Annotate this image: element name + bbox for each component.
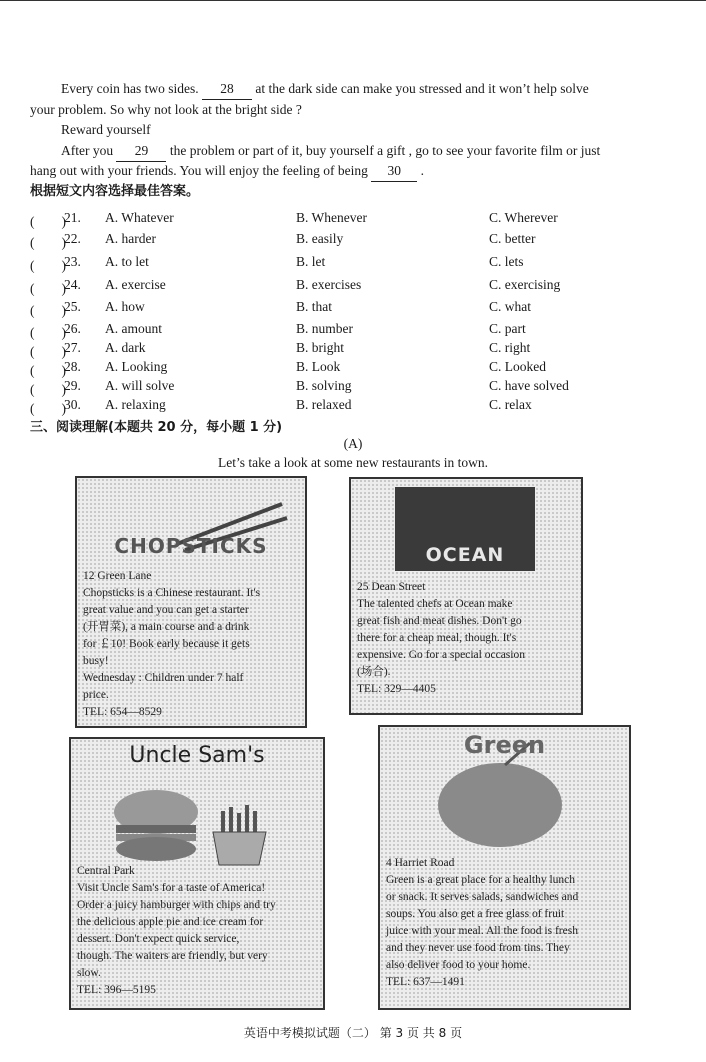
option-b[interactable]: B. Whenever [296,210,367,225]
passage-line-5: hang out with your friends. You will enjoy the feeling of being 30 . [30,161,680,182]
option-c[interactable]: C. have solved [489,378,569,393]
option-a[interactable]: A. amount [105,321,162,336]
question-item: ( ) 30. A. relaxing B. relaxed C. relax [30,397,532,416]
green-logo: Green [463,731,546,759]
option-a[interactable]: A. dark [105,340,146,355]
uncle-sams-logo: Uncle Sam's [129,743,265,768]
option-c[interactable]: C. what [489,299,531,314]
blank-30[interactable]: 30 [371,161,417,182]
blank-29[interactable]: 29 [116,141,166,162]
option-a[interactable]: A. Looking [105,359,168,374]
section-heading-reading: 三、阅读理解(本题共 20 分，每小题 1 分) [30,420,283,435]
blank-28[interactable]: 28 [202,79,252,100]
question-item: ( ) 22. A. harder B. easily C. better [30,231,536,250]
option-c[interactable]: C. better [489,231,536,246]
question-item: ( ) 25. A. how B. that C. what [30,299,531,318]
chopsticks-logo: CHOPSTICKS [114,534,268,558]
section-a-intro: Let’s take a look at some new restaurants in town. [218,455,488,470]
ad-chopsticks: CHOPSTICKS 12 Green Lane Chopsticks is a Chinese restaurant. It's great value and you can get a starter (开胃菜), a main course and a drink for ￡10! Book early because it gets busy! Wednesday : Children under 7 half price. TEL: 654—8529 [75,476,307,728]
option-a[interactable]: A. harder [105,231,156,246]
option-c[interactable]: C. exercising [489,277,561,292]
burger-and-fries-icon [71,777,323,867]
option-a[interactable]: A. how [105,299,145,314]
ad-ocean: OCEAN 25 Dean Street The talented chefs at Ocean make great fish and meat dishes. Don't go there for a cheap meal, though. It's expensive. Go for a special occasion (场合). TEL: 329—4405 [349,477,583,715]
top-border-line [0,0,706,1]
passage-line-4: After you 29 the problem or part of it, buy yourself a gift , go to see your favorite film or just [30,141,680,162]
question-item: ( ) 28. A. Looking B. Look C. Looked [30,359,546,378]
passage-line-3: Reward yourself [61,122,151,137]
question-item: ( ) 29. A. will solve B. solving C. have solved [30,378,569,397]
ocean-logo: OCEAN [425,544,505,566]
option-b[interactable]: B. Look [296,359,341,374]
passage-line-2: your problem. So why not look at the bright side ? [30,102,302,117]
option-c[interactable]: C. Wherever [489,210,558,225]
option-b[interactable]: B. bright [296,340,345,355]
question-item: ( ) 26. A. amount B. number C. part [30,321,526,340]
ad-uncle-sams: Uncle Sam's Central Park Visit Uncle Sam's for a taste of America! Order a juicy hamburger with chips and try the delicious apple pie and ice cream for dessert. Don't expect quick service, though. The waiters are friendly, but very slow. TEL: 396—5195 [69,737,325,1010]
option-b[interactable]: B. let [296,254,326,269]
instruction-heading: 根据短文内容选择最佳答案。 [30,184,200,199]
option-b[interactable]: B. number [296,321,353,336]
option-c[interactable]: C. lets [489,254,524,269]
question-item: ( ) 21. A. Whatever B. Whenever C. Wherever [30,210,558,229]
option-a[interactable]: A. relaxing [105,397,166,412]
option-b[interactable]: B. that [296,299,332,314]
option-a[interactable]: A. Whatever [105,210,174,225]
option-a[interactable]: A. to let [105,254,149,269]
page-footer: 英语中考模拟试题（二） 第 3 页 共 8 页 [243,1026,463,1040]
question-item: ( ) 23. A. to let B. let C. lets [30,254,524,273]
option-b[interactable]: B. exercises [296,277,362,292]
option-c[interactable]: C. part [489,321,526,336]
option-c[interactable]: C. Looked [489,359,546,374]
ad-green: Green 4 Harriet Road Green is a great place for a healthy lunch or snack. It serves salads, sandwiches and soups. You also get a free glass of fruit juice with your meal. All the food is fresh and they never use food from tins. They also deliver food to your home. TEL: 637—1491 [378,725,631,1010]
option-c[interactable]: C. relax [489,397,532,412]
section-a-label: (A) [343,436,363,451]
question-item: ( ) 24. A. exercise B. exercises C. exercising [30,277,561,296]
option-b[interactable]: B. solving [296,378,352,393]
option-a[interactable]: A. will solve [105,378,175,393]
option-c[interactable]: C. right [489,340,531,355]
option-b[interactable]: B. easily [296,231,344,246]
passage-line-1: Every coin has two sides. 28 at the dark side can make you stressed and it won’t help solve [30,79,680,100]
option-b[interactable]: B. relaxed [296,397,352,412]
option-a[interactable]: A. exercise [105,277,166,292]
question-item: ( ) 27. A. dark B. bright C. right [30,340,531,359]
